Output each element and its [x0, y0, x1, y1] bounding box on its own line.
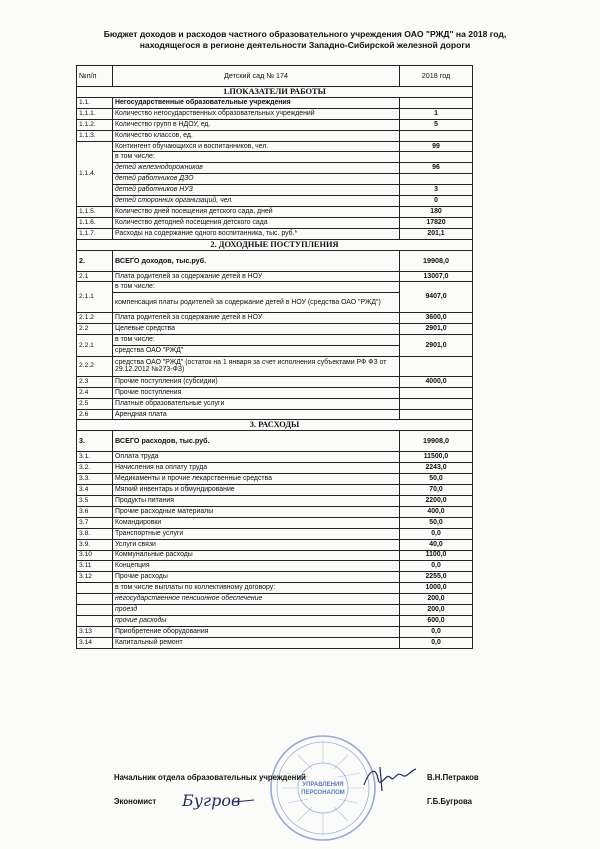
table-row: 3.10 Коммунальные расходы 1100,0: [77, 550, 473, 561]
svg-text:Бугров: Бугров: [182, 791, 241, 810]
title-line-1: Бюджет доходов и расходов частного образовательного учреждения ОАО "РЖД" на 2018 год,: [103, 29, 507, 39]
table-row: 3.6 Прочие расходные материалы 400,0: [77, 506, 473, 517]
budget-table: [76, 65, 473, 649]
table-row: 3.11 Концепция 0,0: [77, 561, 473, 572]
table-row-total: 2. ВСЕГО доходов, тыс.руб. 19908,0: [77, 250, 473, 271]
table-row: 3.4 Мягкий инвентарь и обмундирование 70,0: [77, 485, 473, 496]
head-signatory-name: В.Н.Петраков: [427, 773, 479, 782]
document-title: [60, 29, 550, 51]
stamp-text-1: УПРАВЛЕНИЯ: [302, 782, 344, 788]
table-row: 3.7 Командировки 50,0: [77, 517, 473, 528]
table-row: 3.2. Начисления на оплату труда 2243,0: [77, 463, 473, 474]
table-row: 2.3 Прочие поступления (субсидии) 4000,0: [77, 376, 473, 387]
head-signatory-title: Начальник отдела образовательных учреждений: [114, 773, 306, 782]
table-row: 1.1.4. Контингент обучающихся и воспитанников, чел. 99: [77, 141, 473, 152]
table-row: прочие расходы 600,0: [77, 615, 473, 626]
table-row: 3.5 Продукты питания 2200,0: [77, 496, 473, 507]
table-row: 2.6 Арендная плата: [77, 409, 473, 420]
table-row: в том числе выплаты по коллективному договору: 1000,0: [77, 583, 473, 594]
section-heading: 3. РАСХОДЫ: [77, 420, 473, 431]
stamp-text-2: ПЕРСОНАЛОМ: [301, 790, 345, 796]
table-row: 3.3. Медикаменты и прочие лекарственные средства 50,0: [77, 474, 473, 485]
table-row: 2.2 Целевые средства 2901,0: [77, 324, 473, 335]
table-row: 3.14 Капитальный ремонт 0,0: [77, 637, 473, 648]
table-row: 1.1.1. Количество негосударственных образовательных учреждений 1: [77, 108, 473, 119]
table-row: 2.1.2 Плата родителей за содержание детей в НОУ 3600,0: [77, 313, 473, 324]
table-row: компенсация платы родителей за содержание детей в НОУ (средства ОАО "РЖД"): [77, 293, 473, 313]
table-row: 1.1.2. Количество групп в НДОУ, ед. 5: [77, 119, 473, 130]
table-row: 1.1.5. Количество дней посещения детского сада, дней 180: [77, 206, 473, 217]
header-year: 2018 год: [400, 66, 473, 87]
table-row: 2.5 Платные образовательные услуги: [77, 398, 473, 409]
table-header-row: [77, 66, 473, 87]
table-row: 2.4 Прочие поступления: [77, 387, 473, 398]
table-row: 1.1.7. Расходы на содержание одного воспитанника, тыс. руб.* 201,1: [77, 228, 473, 239]
table-row: проезд 200,0: [77, 604, 473, 615]
table-row: 2.2.2 средства ОАО "РЖД" (остаток на 1 января за счет исполнения субъектами РФ ФЗ от 29.12.2012 №273-ФЗ): [77, 356, 473, 376]
table-row: негосударственное пенсионное обеспечение 200,0: [77, 594, 473, 605]
table-row: 3.9. Услуги связи 40,0: [77, 539, 473, 550]
table-row: 1.1.6. Количество детодней посещения детского сада 17820: [77, 217, 473, 228]
table-row: 1.1.3. Количество классов, ед.: [77, 130, 473, 141]
table-row: 3.1. Оплата труда 11500,0: [77, 452, 473, 463]
header-name: Детский сад № 174: [113, 66, 400, 87]
table-row: 3.12 Прочие расходы 2255,0: [77, 572, 473, 583]
table-row: средства ОАО "РЖД": [77, 346, 473, 357]
table-row: детей сторонних организаций, чел. 0: [77, 196, 473, 207]
section-heading: 2. ДОХОДНЫЕ ПОСТУПЛЕНИЯ: [77, 239, 473, 250]
table-row: 2.1.1 в том числе: 9407,0: [77, 282, 473, 293]
table-row: 3.13 Приобретение оборудования 0,0: [77, 626, 473, 637]
table-row: 3.8. Транспортные услуги 0,0: [77, 528, 473, 539]
table-row-total: 3. ВСЕГО расходов, тыс.руб. 19908,0: [77, 431, 473, 452]
table-row: детей железнодорожников 96: [77, 163, 473, 174]
table-row: в том числе:: [77, 152, 473, 163]
table-row: 2.1 Плата родителей за содержание детей в НОУ 13007,0: [77, 271, 473, 282]
economist-title: Экономист: [114, 797, 157, 806]
title-line-2: находящегося в регионе деятельности Западно-Сибирской железной дороги: [139, 40, 471, 50]
section-heading: 1.ПОКАЗАТЕЛИ РАБОТЫ: [77, 87, 473, 98]
head-signature: [360, 763, 420, 793]
header-num: №п/п: [77, 66, 113, 87]
economist-signature: [178, 786, 258, 814]
economist-name: Г.Б.Бугрова: [427, 797, 473, 806]
table-row: детей работников НУЗ 3: [77, 185, 473, 196]
table-row: 1.1. Негосударственные образовательные учреждения: [77, 98, 473, 109]
table-row: 2.2.1 в том числе: 2901,0: [77, 335, 473, 346]
table-row: детей работников ДЗО: [77, 174, 473, 185]
